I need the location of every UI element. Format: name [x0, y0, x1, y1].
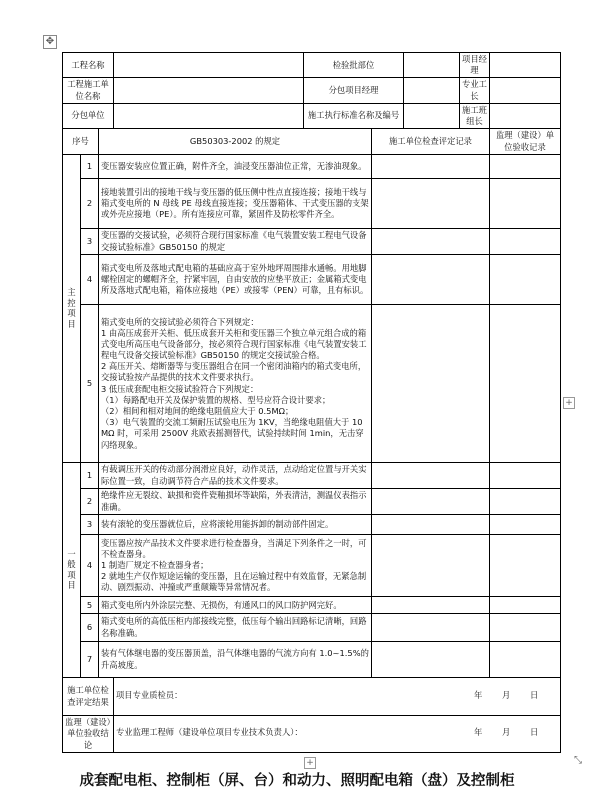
main-group-label: 主控项目 — [63, 155, 81, 463]
supervision-record-cell[interactable] — [490, 305, 561, 463]
supervision-record-cell[interactable] — [490, 614, 561, 642]
item-line: 1 制造厂规定不检查器身者； — [101, 560, 209, 571]
supervision-record-cell[interactable] — [490, 463, 561, 489]
construction-record-cell[interactable] — [372, 535, 490, 597]
item-number: 2 — [81, 179, 99, 229]
document-caption: 成套配电柜、控制柜（屏、台）和动力、照明配电箱（盘）及控制柜 — [79, 773, 515, 789]
project-name-label: 工程名称 — [63, 53, 114, 78]
item-text: 变压器安装应位置正确，附件齐全，油浸变压器油位正常，无渗油现象。 — [99, 155, 372, 179]
supervision-record-cell[interactable] — [490, 179, 561, 229]
inspection-form-table — [62, 52, 561, 753]
move-table-icon[interactable]: ✥ — [43, 35, 57, 49]
team-leader-value[interactable] — [490, 103, 561, 128]
supervision-check-column-header: 监理（建设）单位验收记录 — [490, 129, 561, 155]
item-number: 6 — [81, 614, 99, 642]
construction-unit-label: 工程施工单位名称 — [63, 78, 114, 103]
item-line: 2 高压开关、熔断器等与变压器组合在同一个密闭油箱内的箱式变电所，交接试验按产品提供的技术文件要求执行。 — [101, 361, 367, 383]
construction-date: 年 月 日 — [474, 690, 539, 701]
spec-column-header: GB50303-2002 的规定 — [99, 129, 372, 155]
add-column-icon[interactable]: + — [563, 397, 575, 409]
inspection-batch-value[interactable] — [404, 53, 460, 78]
team-leader-label: 施工班组长 — [460, 103, 490, 128]
seq-column-header: 序号 — [63, 129, 99, 155]
subcontractor-value[interactable] — [114, 103, 304, 128]
supervision-record-cell[interactable] — [490, 489, 561, 515]
construction-record-cell[interactable] — [372, 642, 490, 678]
supervision-record-cell[interactable] — [490, 229, 561, 255]
construction-record-cell[interactable] — [372, 155, 490, 179]
standard-value[interactable] — [404, 103, 460, 128]
item-number: 4 — [81, 535, 99, 597]
construction-unit-value[interactable] — [114, 78, 304, 103]
item-number: 5 — [81, 305, 99, 463]
item-line: 2 就地生产仅作短途运输的变压器，且在运输过程中有效监督，无紧急制动、剧烈振动、冲撞或严重颠簸等异常情况者。 — [101, 571, 367, 593]
supervision-date: 年 月 日 — [474, 727, 539, 738]
item-text: 绝缘件应无裂纹、缺损和瓷件瓷釉损坏等缺陷，外表清洁，测温仪表指示准确。 — [99, 489, 372, 515]
construction-record-cell[interactable] — [372, 255, 490, 305]
item-line: 1 由高压成套开关柜、低压成套开关柜和变压器三个独立单元组合成的箱式变电所高压电气设备部分，按必须符合现行国家标准《电气装置安装工程电气设备交接试验标准》GB50150 的规定交接试验合格。 — [101, 327, 367, 361]
supervision-record-cell[interactable] — [490, 642, 561, 678]
project-manager-value[interactable] — [490, 53, 561, 78]
foreman-value[interactable] — [490, 78, 561, 103]
sub-project-manager-label: 分包项目经理 — [304, 78, 404, 103]
item-number: 5 — [81, 597, 99, 614]
project-manager-label: 项目经理 — [460, 53, 490, 78]
item-line: 箱式变电所的交接试验必须符合下列规定： — [101, 316, 259, 327]
construction-result-label: 施工单位检查评定结果 — [63, 678, 114, 716]
item-text: 有载调压开关的传动部分润滑应良好，动作灵活，点动给定位置与开关实际位置一致，自动调节符合产品的技术文件要求。 — [99, 463, 372, 489]
supervision-record-cell[interactable] — [490, 597, 561, 614]
item-text: 箱式变电所的高低压柜内部接线完整，低压每个输出回路标记清晰，回路名称准确。 — [99, 614, 372, 642]
standard-label: 施工执行标准名称及编号 — [304, 103, 404, 128]
sub-project-manager-value[interactable] — [404, 78, 460, 103]
supervision-signer-label: 专业监理工程师（建设单位项目专业技术负责人）： — [116, 727, 303, 738]
construction-record-cell[interactable] — [372, 614, 490, 642]
add-row-icon[interactable]: + — [304, 757, 316, 769]
supervision-signature-cell[interactable] — [114, 716, 561, 753]
item-text — [99, 535, 372, 597]
item-number: 3 — [81, 515, 99, 535]
supervision-record-cell[interactable] — [490, 535, 561, 597]
item-line: （2）相间和相对地间的绝缘电阻值应大于 0.5MΩ； — [101, 406, 294, 416]
foreman-label: 专业工长 — [460, 78, 490, 103]
item-text: 装有滚轮的变压器就位后，应将滚轮用能拆卸的制动部件固定。 — [99, 515, 372, 535]
item-text: 箱式变电所内外涂层完整、无损伤，有通风口的风口防护网完好。 — [99, 597, 372, 614]
item-line: （1）每路配电开关及保护装置的规格、型号应符合设计要求； — [101, 394, 331, 405]
supervision-record-cell[interactable] — [490, 155, 561, 179]
item-number: 3 — [81, 229, 99, 255]
item-text: 装有气体继电器的变压器顶盖，沿气体继电器的气流方向有 1.0~1.5%的升高坡度。 — [99, 642, 372, 678]
construction-record-cell[interactable] — [372, 489, 490, 515]
construction-record-cell[interactable] — [372, 515, 490, 535]
item-number: 1 — [81, 463, 99, 489]
project-name-value[interactable] — [114, 53, 304, 78]
construction-record-cell[interactable] — [372, 305, 490, 463]
item-text: 接地装置引出的接地干线与变压器的低压侧中性点直接连接；接地干线与箱式变电所的 N 母线 PE 母线直接连接；变压器箱体、干式变压器的支架或外壳应接地（PE）。所有连接应可靠，紧固件及防松零件齐全。 — [99, 179, 372, 229]
item-number: 7 — [81, 642, 99, 678]
construction-record-cell[interactable] — [372, 463, 490, 489]
item-text: 箱式变电所及落地式配电箱的基础应高于室外地坪周围排水通畅。用地脚螺栓固定的螺帽齐全，拧紧牢固，自由安放的应垫平放正；金属箱式变电所及落地式配电箱，箱体应接地（PE）或接零（PEN）可靠，且有标识。 — [99, 255, 372, 305]
construction-signature-cell[interactable] — [114, 678, 561, 716]
construction-record-cell[interactable] — [372, 229, 490, 255]
inspection-batch-label: 检验批部位 — [304, 53, 404, 78]
item-number: 2 — [81, 489, 99, 515]
construction-check-column-header: 施工单位检查评定记录 — [372, 129, 490, 155]
supervision-record-cell[interactable] — [490, 515, 561, 535]
supervision-record-cell[interactable] — [490, 255, 561, 305]
general-group-label: 一般项目 — [63, 463, 81, 678]
item-line: （3）电气装置的交流工频耐压试验电压为 1KV，当绝缘电阻值大于 10 MΩ 时，可采用 2500V 兆欧表摇测替代，试验持续时间 1min，无击穿闪络现象。 — [101, 417, 364, 450]
subcontractor-label: 分包单位 — [63, 103, 114, 128]
item-line: 变压器应按产品技术文件要求进行检查器身，当满足下列条件之一时，可不检查器身。 — [101, 537, 367, 559]
supervision-conclusion-label: 监理（建设）单位验收结论 — [63, 716, 114, 753]
resize-handle-icon[interactable]: ⤡ — [574, 755, 582, 766]
item-line: 3 低压成套配电柜交接试验符合下列规定： — [101, 383, 259, 394]
item-number: 4 — [81, 255, 99, 305]
item-text — [99, 305, 372, 463]
item-text: 变压器的交接试验，必须符合现行国家标准《电气装置安装工程电气设备交接试验标准》GB50150 的规定 — [99, 229, 372, 255]
item-number: 1 — [81, 155, 99, 179]
construction-record-cell[interactable] — [372, 597, 490, 614]
construction-record-cell[interactable] — [372, 179, 490, 229]
construction-signer-label: 项目专业质检员： — [116, 690, 183, 701]
